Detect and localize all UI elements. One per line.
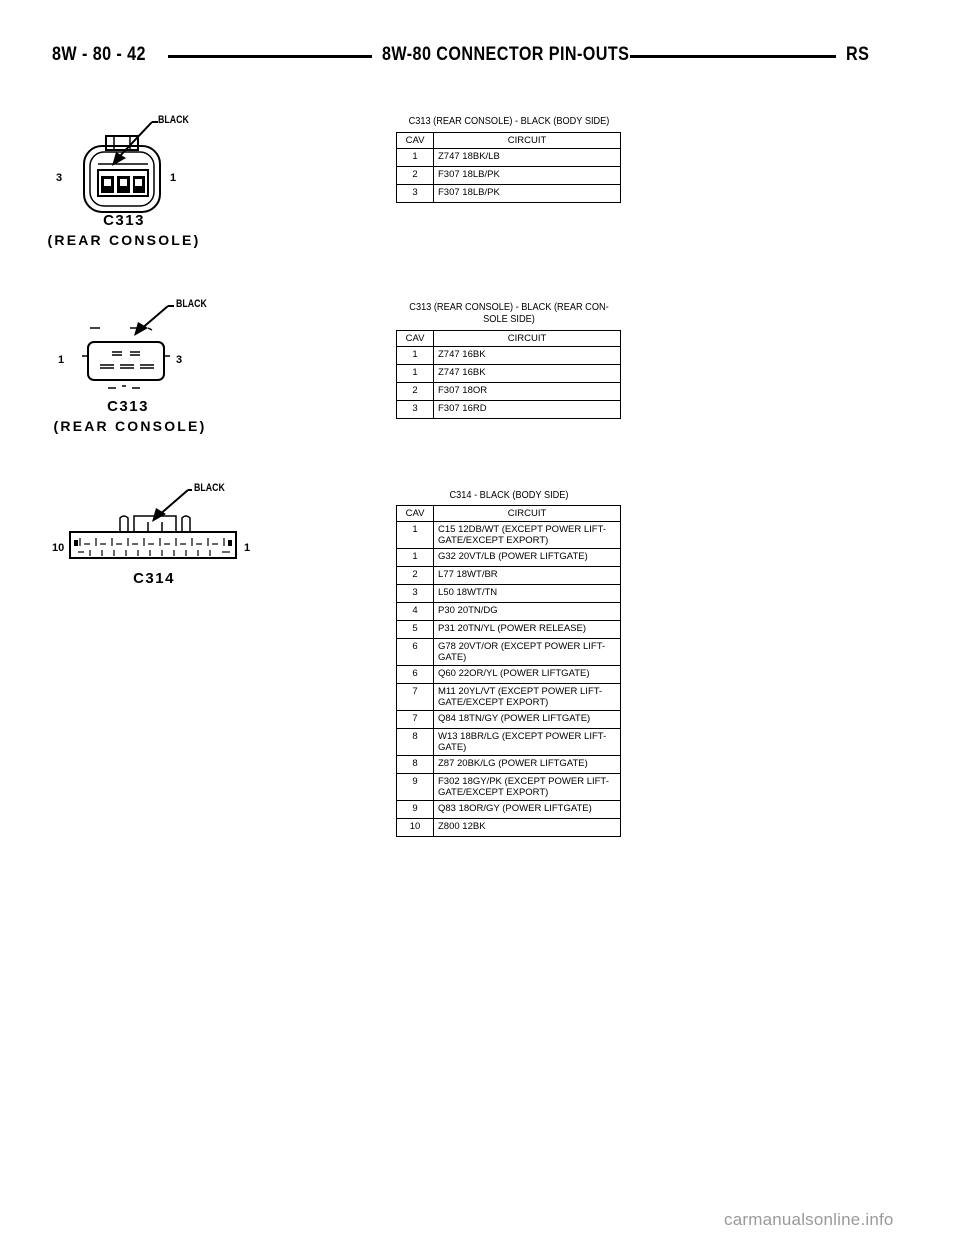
table-row	[397, 711, 621, 729]
circuit-cell: G32 20VT/LB (POWER LIFTGATE)	[434, 549, 621, 567]
page-header	[0, 0, 960, 80]
connector-location: (REAR CONSOLE)	[53, 418, 207, 434]
cav-cell: 1	[397, 149, 434, 167]
table-row	[397, 185, 621, 203]
table-row	[397, 549, 621, 567]
connector-c313-console-drawing	[50, 296, 250, 400]
circuit-cell: Z87 20BK/LG (POWER LIFTGATE)	[434, 756, 621, 774]
table-body	[397, 522, 621, 837]
circuit-cell: F307 18LB/PK	[434, 185, 621, 203]
cav-cell: 10	[397, 819, 434, 837]
table-body	[397, 347, 621, 419]
table-row	[397, 347, 621, 365]
color-label: BLACK	[176, 298, 207, 310]
watermark: carmanualsonline.info	[724, 1210, 894, 1229]
section-title: 8W-80 CONNECTOR PIN-OUTS	[382, 44, 630, 65]
table-row	[397, 774, 621, 801]
connector-diagram-c313-body	[40, 108, 240, 258]
circuit-cell: Z747 18BK/LB	[434, 149, 621, 167]
circuit-cell: L77 18WT/BR	[434, 567, 621, 585]
table-title: C313 (REAR CONSOLE) - BLACK (BODY SIDE)	[408, 116, 610, 127]
table-row	[397, 567, 621, 585]
table-row	[397, 149, 621, 167]
model-code: RS	[846, 44, 870, 65]
cav-cell: 3	[397, 401, 434, 419]
cav-cell: 3	[397, 585, 434, 603]
cav-cell: 1	[397, 347, 434, 365]
circuit-cell: F307 18OR	[434, 383, 621, 401]
table-row	[397, 819, 621, 837]
pin-label-right: 1	[244, 542, 251, 554]
col-header-cav: CAV	[397, 331, 434, 347]
cav-cell: 7	[397, 684, 434, 711]
pin-label-right: 1	[170, 172, 177, 184]
table-title: C313 (REAR CONSOLE) - BLACK (REAR CON- SOLE SIDE)	[409, 302, 609, 325]
cav-cell: 3	[397, 185, 434, 203]
circuit-cell: Q84 18TN/GY (POWER LIFTGATE)	[434, 711, 621, 729]
cav-cell: 4	[397, 603, 434, 621]
cav-cell: 1	[397, 522, 434, 549]
header-rule-left	[168, 55, 372, 58]
connector-diagram-c314	[50, 480, 270, 590]
circuit-cell: Z747 16BK	[434, 347, 621, 365]
cav-cell: 6	[397, 666, 434, 684]
table-row	[397, 621, 621, 639]
pin-label-right: 3	[176, 354, 183, 366]
table-row	[397, 801, 621, 819]
circuit-cell: G78 20VT/OR (EXCEPT POWER LIFT- GATE)	[434, 639, 621, 666]
cav-cell: 2	[397, 383, 434, 401]
col-header-cav: CAV	[397, 133, 434, 149]
circuit-cell: Q83 18OR/GY (POWER LIFTGATE)	[434, 801, 621, 819]
col-header-cav: CAV	[397, 506, 434, 522]
table-body	[397, 149, 621, 203]
circuit-cell: F307 16RD	[434, 401, 621, 419]
circuit-cell: L50 18WT/TN	[434, 585, 621, 603]
circuit-cell: P31 20TN/YL (POWER RELEASE)	[434, 621, 621, 639]
col-header-circuit: CIRCUIT	[434, 331, 621, 347]
cav-cell: 8	[397, 729, 434, 756]
circuit-cell: M11 20YL/VT (EXCEPT POWER LIFT- GATE/EXCEPT EXPORT)	[434, 684, 621, 711]
cav-cell: 1	[397, 365, 434, 383]
page-number: 8W - 80 - 42	[52, 44, 146, 65]
table-row	[397, 522, 621, 549]
pin-label-left: 3	[56, 172, 63, 184]
circuit-cell: Z747 16BK	[434, 365, 621, 383]
cav-cell: 2	[397, 567, 434, 585]
cav-cell: 1	[397, 549, 434, 567]
connector-c314-drawing	[50, 480, 270, 564]
connector-c313-body-drawing	[40, 108, 240, 218]
table-row	[397, 585, 621, 603]
color-label: BLACK	[158, 114, 189, 126]
table-row	[397, 383, 621, 401]
pinout-table-c313-body	[396, 132, 621, 203]
table-row	[397, 365, 621, 383]
table-title: C314 - BLACK (BODY SIDE)	[449, 490, 569, 501]
table-row	[397, 167, 621, 185]
cav-cell: 9	[397, 774, 434, 801]
pinout-table-c313-console	[396, 330, 621, 419]
connector-name: C313	[107, 398, 149, 415]
pinout-table-c314	[396, 505, 621, 837]
circuit-cell: C15 12DB/WT (EXCEPT POWER LIFT- GATE/EXCEPT EXPORT)	[434, 522, 621, 549]
circuit-cell: Z800 12BK	[434, 819, 621, 837]
table-row	[397, 756, 621, 774]
connector-name: C314	[133, 570, 175, 587]
cav-cell: 8	[397, 756, 434, 774]
cav-cell: 7	[397, 711, 434, 729]
table-row	[397, 684, 621, 711]
circuit-cell: P30 20TN/DG	[434, 603, 621, 621]
table-row	[397, 639, 621, 666]
table-row	[397, 603, 621, 621]
color-label: BLACK	[194, 482, 225, 494]
circuit-cell: F302 18GY/PK (EXCEPT POWER LIFT- GATE/EXCEPT EXPORT)	[434, 774, 621, 801]
table-row	[397, 401, 621, 419]
table-row	[397, 729, 621, 756]
col-header-circuit: CIRCUIT	[434, 133, 621, 149]
pin-label-left: 1	[58, 354, 65, 366]
pin-label-left: 10	[52, 542, 65, 554]
col-header-circuit: CIRCUIT	[434, 506, 621, 522]
circuit-cell: W13 18BR/LG (EXCEPT POWER LIFT- GATE)	[434, 729, 621, 756]
cav-cell: 2	[397, 167, 434, 185]
circuit-cell: F307 18LB/PK	[434, 167, 621, 185]
connector-diagram-c313-console	[50, 296, 250, 446]
connector-location: (REAR CONSOLE)	[47, 232, 201, 248]
circuit-cell: Q60 22OR/YL (POWER LIFTGATE)	[434, 666, 621, 684]
header-rule-right	[630, 55, 836, 58]
cav-cell: 9	[397, 801, 434, 819]
cav-cell: 6	[397, 639, 434, 666]
cav-cell: 5	[397, 621, 434, 639]
connector-name: C313	[103, 212, 145, 229]
table-row	[397, 666, 621, 684]
